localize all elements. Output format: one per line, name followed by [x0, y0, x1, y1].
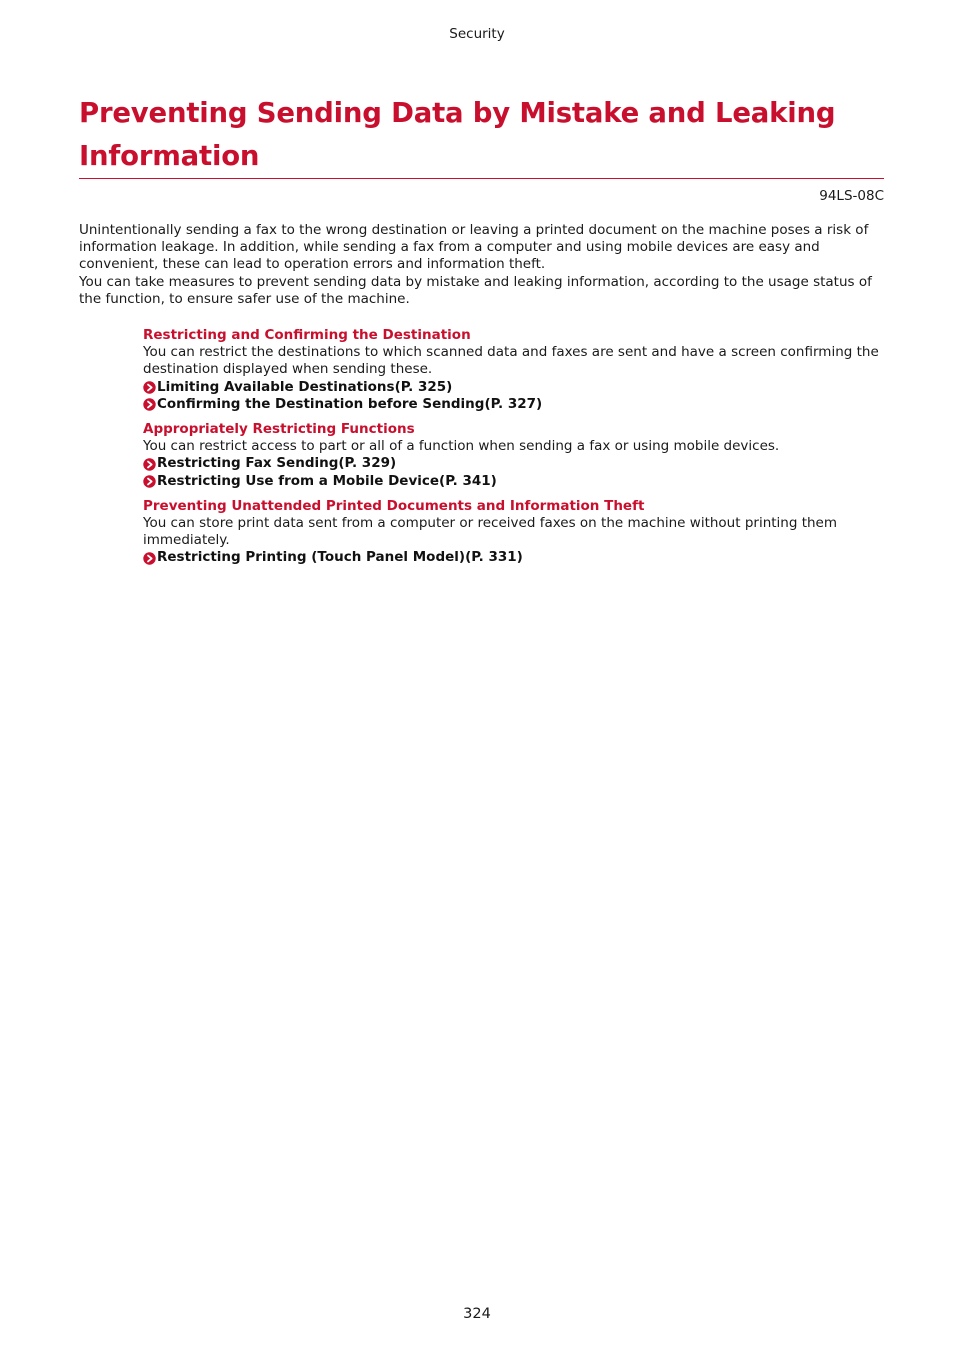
link-restricting-printing[interactable] [143, 549, 888, 566]
section-unattended-documents [143, 498, 888, 567]
link-label: Restricting Use from a Mobile Device(P. 341) [157, 472, 497, 489]
link-label: Restricting Printing (Touch Panel Model)(P. 331) [157, 549, 523, 566]
link-limiting-available-destinations[interactable] [143, 379, 888, 396]
circle-arrow-right-icon [143, 475, 156, 488]
section-restricting-functions [143, 421, 888, 490]
running-header: Security [449, 26, 505, 42]
page-title: Preventing Sending Data by Mistake and Leaking Information [79, 97, 836, 172]
page-number: 324 [463, 1306, 491, 1322]
section-restricting-destination [143, 327, 888, 413]
title-divider [79, 178, 884, 179]
link-label: Limiting Available Destinations(P. 325) [157, 378, 453, 395]
circle-arrow-right-icon [143, 458, 156, 471]
circle-arrow-right-icon [143, 398, 156, 411]
section-heading: Restricting and Confirming the Destination [143, 327, 471, 343]
section-heading: Appropriately Restricting Functions [143, 421, 415, 438]
section-description: You can store print data sent from a computer or received faxes on the machine without printing them immediately. [143, 515, 838, 549]
section-heading: Preventing Unattended Printed Documents and Information Theft [143, 497, 645, 514]
section-description: You can restrict access to part or all of a function when sending a fax or using mobile devices. [143, 438, 780, 455]
link-label: Restricting Fax Sending(P. 329) [157, 455, 397, 472]
link-restricting-mobile-device[interactable] [143, 473, 888, 490]
link-label: Confirming the Destination before Sending(P. 327) [157, 395, 543, 412]
document-id: 94LS-08C [819, 188, 884, 204]
link-confirming-destination[interactable] [143, 396, 888, 413]
intro-paragraph: Unintentionally sending a fax to the wrong destination or leaving a printed document on the machine poses a risk of information leakage. In addition, while sending a fax from a computer and using mobile devices are easy and convenient, these can lead to operation errors and information theft. [79, 222, 869, 273]
intro-paragraph: You can take measures to prevent sending data by mistake and leaking information, according to the usage status of the function, to ensure safer use of the machine. [79, 273, 872, 307]
circle-arrow-right-icon [143, 381, 156, 394]
link-restricting-fax-sending[interactable] [143, 455, 888, 472]
intro-text [79, 222, 884, 308]
sections-list [143, 327, 888, 575]
circle-arrow-right-icon [143, 552, 156, 565]
section-description: You can restrict the destinations to which scanned data and faxes are sent and have a screen confirming the destination displayed when sending these. [143, 344, 879, 378]
